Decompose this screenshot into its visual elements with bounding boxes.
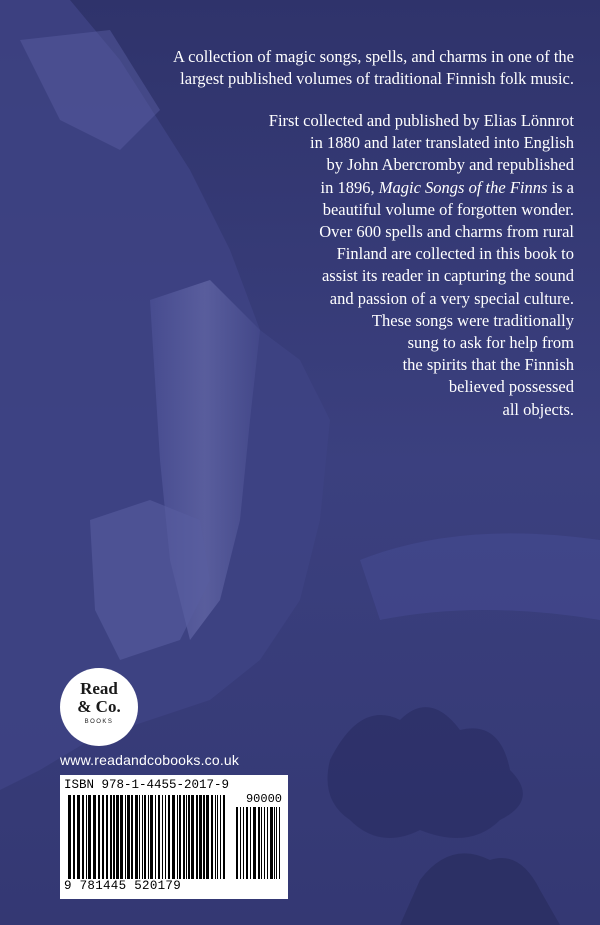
barcode-bar [267, 807, 268, 879]
blurb-paragraph-1 [60, 46, 574, 90]
barcode-bar [73, 795, 75, 879]
barcode-bar [144, 795, 146, 879]
barcode-bar [274, 807, 275, 879]
barcode-bar [106, 795, 108, 879]
barcode-bar [276, 807, 277, 879]
barcode-bar [102, 795, 104, 879]
blurb-line: First collected and published by Elias Lönnrot [268, 111, 574, 130]
isbn-barcode [60, 775, 288, 899]
barcode-bar [188, 795, 190, 879]
blurb-line: assist its reader in capturing the sound [321, 266, 574, 286]
barcode-bar [172, 795, 175, 879]
barcode-bar [203, 795, 205, 879]
blurb-line: all objects. [502, 399, 574, 419]
barcode-bar [211, 795, 213, 879]
barcode-bar [196, 795, 198, 879]
barcode-bar [127, 795, 130, 879]
barcode-bar [179, 795, 181, 879]
barcode-bar [68, 795, 71, 879]
barcode-bar [142, 795, 143, 879]
book-title: Magic Songs of the Finns [378, 177, 548, 197]
barcode-bar [253, 807, 256, 879]
barcode-bar [186, 795, 187, 879]
barcode-bar [125, 795, 126, 879]
barcode-bar [250, 807, 251, 879]
barcode-bar [82, 795, 84, 879]
barcode-bar [243, 807, 244, 879]
blurb-paragraph-2 [150, 110, 574, 421]
blurb-line: These songs were traditionally [371, 310, 574, 330]
barcode-bar [162, 795, 163, 879]
barcode-bar [110, 795, 112, 879]
publisher-website[interactable]: www.readandcobooks.co.uk [60, 752, 240, 768]
blurb-line: largest published volumes of traditional Finnish folk music. [180, 69, 574, 89]
barcode-bar [177, 795, 178, 879]
barcode-bar [120, 795, 123, 879]
isbn-label: ISBN 978-1-4455-2017-9 [64, 778, 230, 792]
blurb-text: in 1896, [320, 177, 379, 197]
barcode-bar [223, 795, 225, 879]
barcode-bar [139, 795, 140, 879]
barcode-bar [236, 807, 238, 879]
blurb-line: believed possessed [448, 377, 574, 397]
barcode-bar [215, 795, 216, 879]
barcode-bar [86, 795, 87, 879]
logo-text-co: & Co. [77, 697, 121, 716]
blurb-line: Finland are collected in this book to [336, 244, 574, 264]
barcode-bar [199, 795, 202, 879]
barcode-bar [131, 795, 133, 879]
logo-text-read: Read [80, 679, 118, 698]
barcode-bar [98, 795, 100, 879]
blurb-line-with-title [150, 177, 574, 199]
barcode-bar [206, 795, 209, 879]
blurb-line: by John Abercromby and republished [326, 155, 574, 175]
blurb-line: and passion of a very special culture. [329, 288, 574, 308]
barcode-bar [93, 795, 96, 879]
barcode-bar [191, 795, 194, 879]
blurb-line: A collection of magic songs, spells, and charms in one of the [173, 47, 574, 66]
blurb-text: is a [547, 177, 574, 197]
barcode-bar [116, 795, 119, 879]
publisher-logo [60, 668, 138, 746]
barcode-bar [270, 807, 273, 879]
barcode-bar [88, 795, 91, 879]
barcode-bars [68, 795, 228, 879]
barcode-bar [148, 795, 149, 879]
barcode-bar [77, 795, 80, 879]
barcode-bar [113, 795, 115, 879]
barcode-bar [279, 807, 280, 879]
barcode-bar [150, 795, 153, 879]
logo-text-books: BOOKS [84, 719, 114, 725]
barcode-bar [258, 807, 260, 879]
blurb-line: Over 600 spells and charms from rural [319, 222, 574, 242]
blurb-line: sung to ask for help from [407, 333, 574, 353]
barcode-bar [240, 807, 241, 879]
price-barcode-bars [236, 807, 282, 879]
blurb-line: in 1880 and later translated into English [310, 133, 574, 153]
barcode-bar [168, 795, 170, 879]
barcode-bar [183, 795, 185, 879]
blurb-line: the spirits that the Finnish [402, 355, 574, 375]
blurb-line: beautiful volume of forgotten wonder. [322, 199, 574, 219]
barcode-bar [246, 807, 248, 879]
barcode-bar [135, 795, 138, 879]
barcode-bar [217, 795, 218, 879]
barcode-bar [264, 807, 265, 879]
barcode-bar [165, 795, 166, 879]
barcode-bar [220, 795, 221, 879]
barcode-bar [261, 807, 262, 879]
ean-digits: 9 781445 520179 [64, 879, 182, 893]
barcode-bar [158, 795, 160, 879]
barcode-bar [155, 795, 156, 879]
price-code: 90000 [245, 792, 282, 806]
